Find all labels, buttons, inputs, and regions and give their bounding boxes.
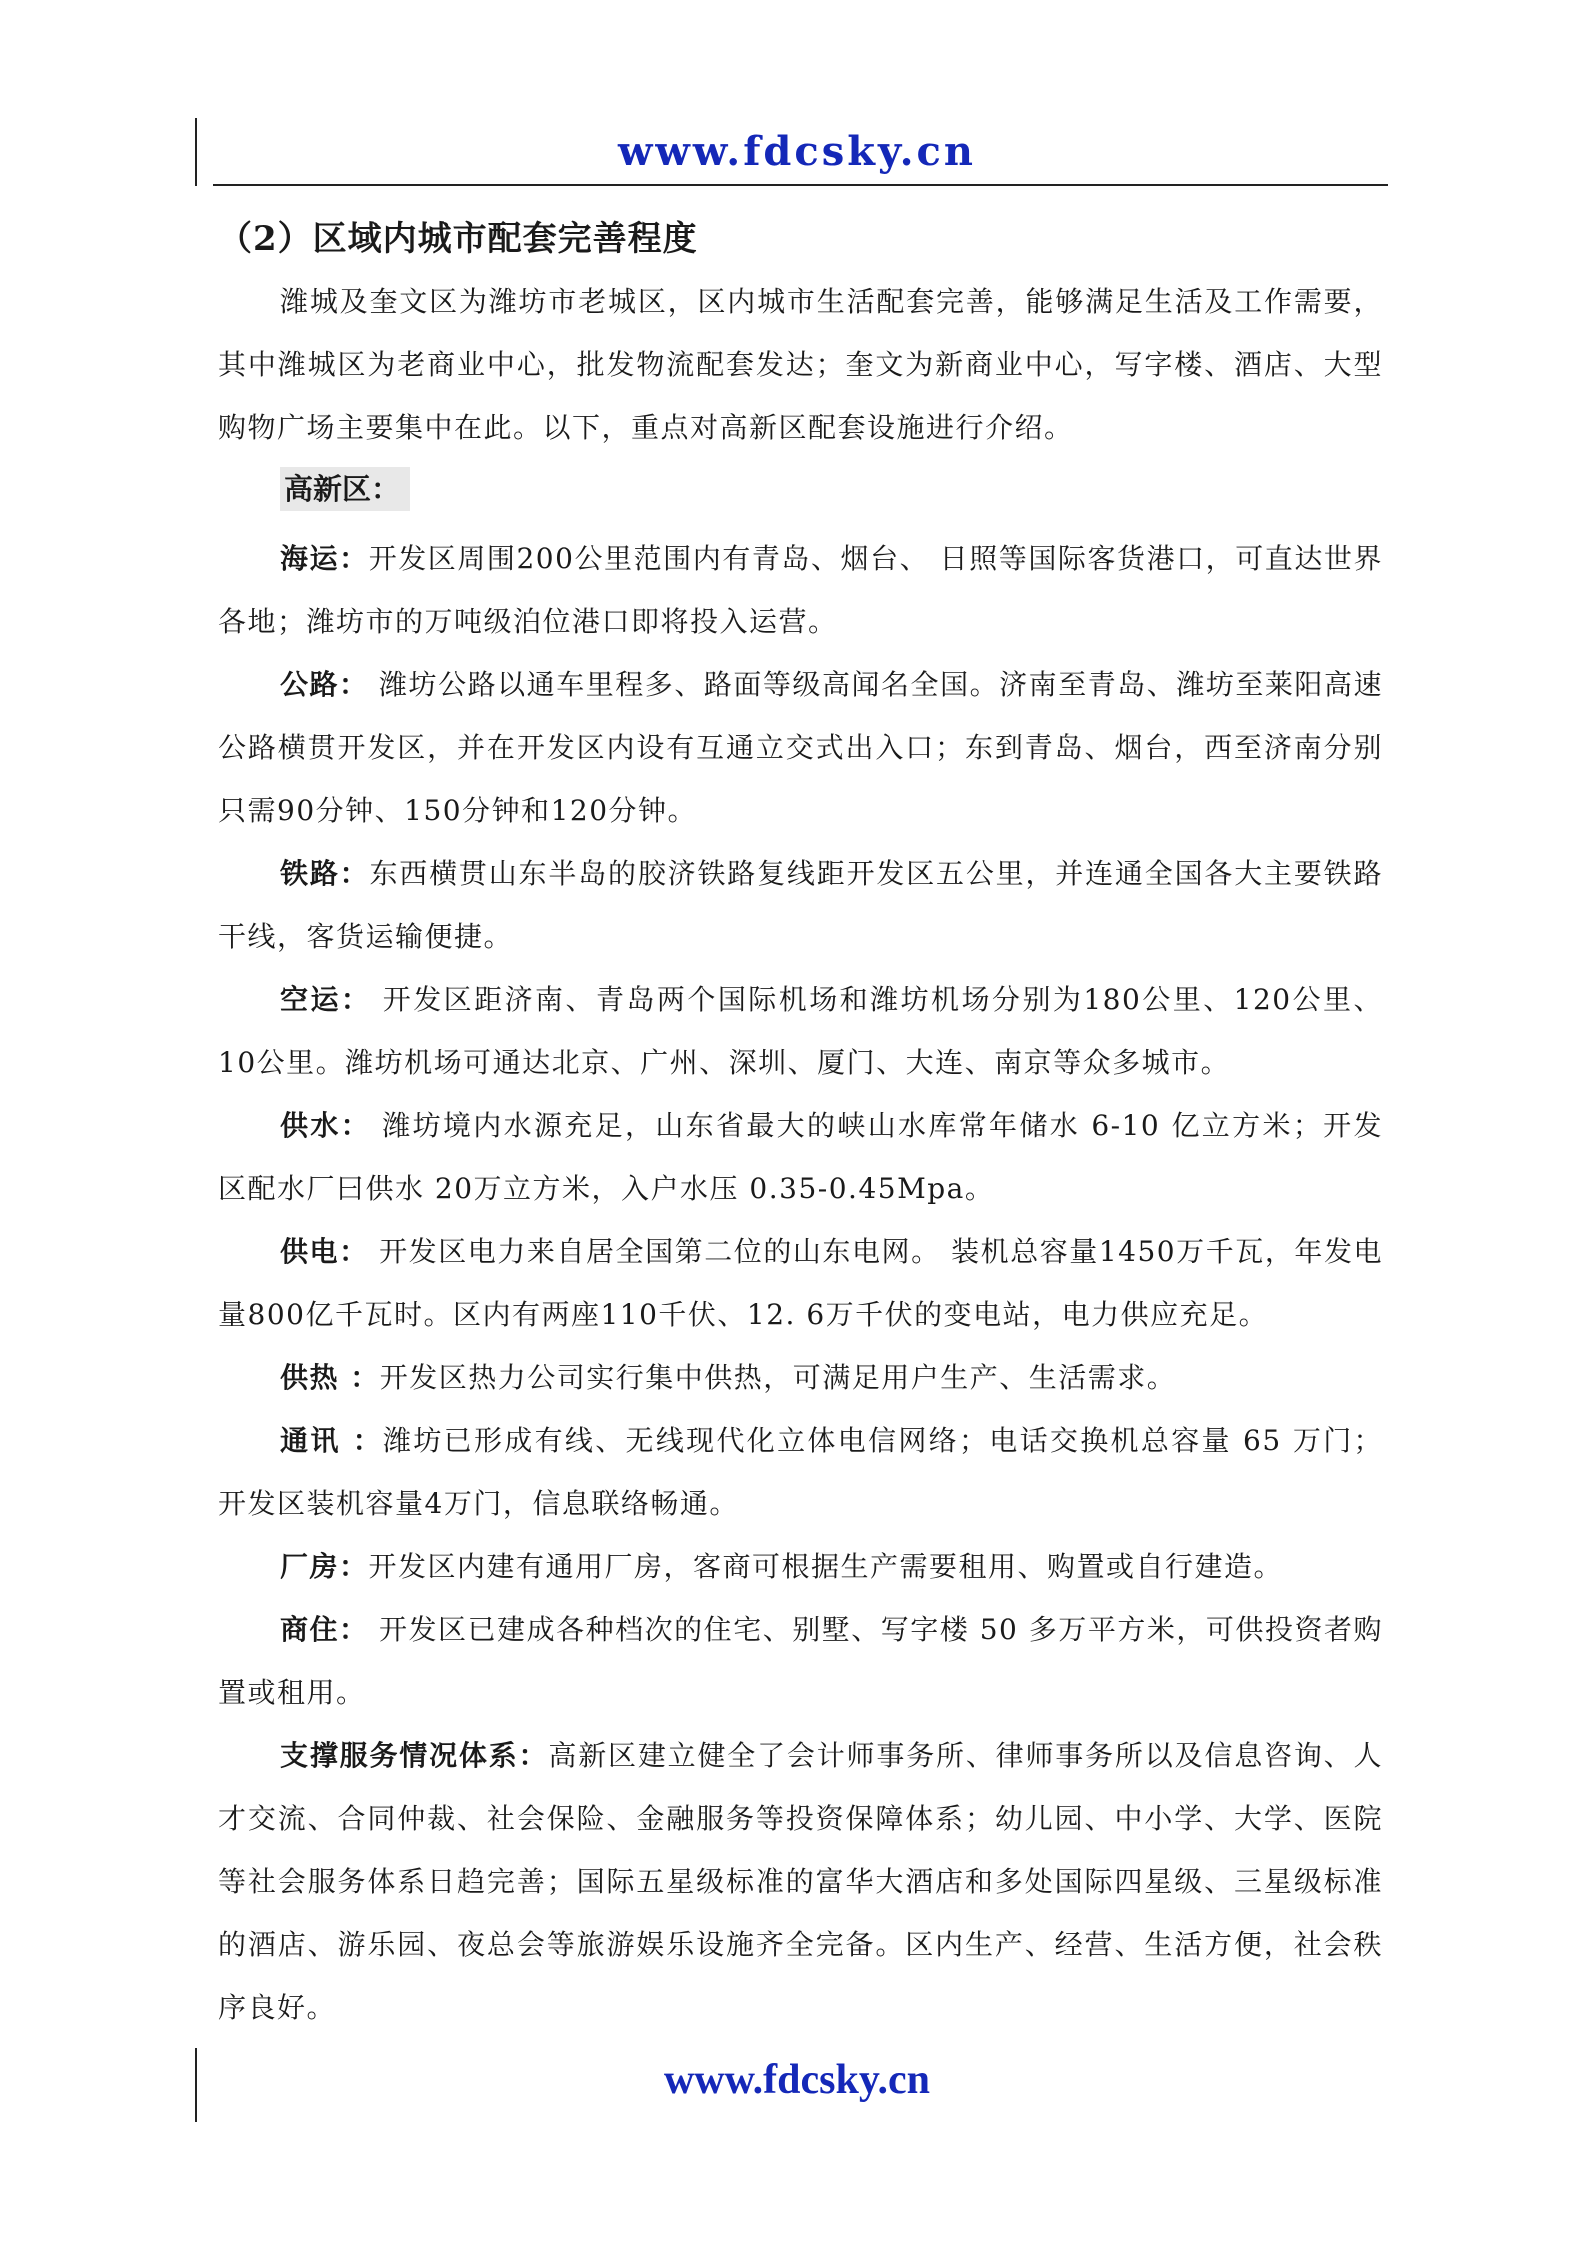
item-label: 供水：: [280, 1109, 372, 1142]
subheading: 高新区：: [280, 467, 410, 511]
header-rule: [213, 184, 1388, 186]
item-label: 支撑服务情况体系：: [280, 1739, 549, 1772]
header-url: www.fdcsky.cn: [618, 128, 976, 175]
item-paragraph: [218, 1346, 1383, 1409]
item-paragraph: [218, 1409, 1383, 1535]
item-paragraph: [218, 1094, 1383, 1220]
item-text: 东西横贯山东半岛的胶济铁路复线距开发区五公里，并连通全国各大主要铁路干线，客货运输便捷。: [218, 857, 1383, 953]
item-paragraph: [218, 842, 1383, 968]
item-text: 开发区距济南、青岛两个国际机场和潍坊机场分别为180公里、120公里、10公里。潍坊机场可通达北京、广州、深圳、厦门、大连、南京等众多城市。: [218, 983, 1383, 1079]
item-paragraph: [218, 527, 1383, 653]
item-label: 海运：: [280, 542, 369, 575]
item-paragraph: [218, 1724, 1383, 2039]
item-label: 供电：: [280, 1235, 369, 1268]
item-paragraph: [218, 1598, 1383, 1724]
item-label: 空运：: [280, 983, 372, 1016]
item-paragraph: [218, 653, 1383, 842]
item-label: 商住：: [280, 1613, 369, 1646]
item-paragraph: [218, 968, 1383, 1094]
item-label: 公路：: [280, 668, 369, 701]
item-text: 开发区内建有通用厂房，客商可根据生产需要租用、购置或自行建造。: [368, 1550, 1284, 1583]
item-text: 开发区电力来自居全国第二位的山东电网。 装机总容量1450万千瓦，年发电量800亿千瓦时。区内有两座110千伏、12. 6万千伏的变电站，电力供应充足。: [218, 1235, 1383, 1331]
intro-paragraph: 潍城及奎文区为潍坊市老城区，区内城市生活配套完善，能够满足生活及工作需要，其中潍城区为老商业中心，批发物流配套发达；奎文为新商业中心，写字楼、酒店、大型购物广场主要集中在此。以下，重点对高新区配套设施进行介绍。: [218, 285, 1383, 444]
item-text: 潍坊境内水源充足，山东省最大的峡山水库常年储水 6-10 亿立方米；开发区配水厂曰供水 20万立方米，入户水压 0.35-0.45Mpa。: [218, 1109, 1383, 1205]
document-body: [218, 208, 1383, 2039]
item-label: 供热 ：: [280, 1361, 380, 1394]
item-text: 潍坊公路以通车里程多、路面等级高闻名全国。济南至青岛、潍坊至莱阳高速公路横贯开发区，并在开发区内设有互通立交式出入口；东到青岛、烟台，西至济南分别只需90分钟、150分钟和120分钟。: [218, 668, 1383, 827]
item-label: 铁路：: [280, 857, 370, 890]
item-label: 通讯 ：: [280, 1424, 384, 1457]
section-title: （2）区域内城市配套完善程度: [218, 219, 698, 259]
item-text: 潍坊已形成有线、无线现代化立体电信网络；电话交换机总容量 65 万门；开发区装机容量4万门，信息联络畅通。: [218, 1424, 1384, 1520]
item-paragraph: [218, 1535, 1383, 1598]
item-text: 开发区已建成各种档次的住宅、别墅、写字楼 50 多万平方米，可供投资者购置或租用。: [218, 1613, 1383, 1709]
item-label: 厂房：: [280, 1550, 369, 1583]
subheading-row: [218, 463, 1383, 525]
item-text: 开发区周围200公里范围内有青岛、烟台、 日照等国际客货港口，可直达世界各地；潍坊市的万吨级泊位港口即将投入运营。: [218, 542, 1383, 638]
item-paragraph: [218, 1220, 1383, 1346]
item-text: 高新区建立健全了会计师事务所、律师事务所以及信息咨询、人才交流、合同仲裁、社会保险、金融服务等投资保障体系；幼儿园、中小学、大学、医院等社会服务体系日趋完善；国际五星级标准的富华大酒店和多处国际四星级、三星级标准的酒店、游乐园、夜总会等旅游娱乐设施齐全完备。区内生产、经营、生活方便，社会秩序良好。: [218, 1739, 1383, 2024]
item-text: 开发区热力公司实行集中供热，可满足用户生产、生活需求。: [379, 1361, 1177, 1394]
footer-url: www.fdcsky.cn: [663, 2057, 931, 2103]
